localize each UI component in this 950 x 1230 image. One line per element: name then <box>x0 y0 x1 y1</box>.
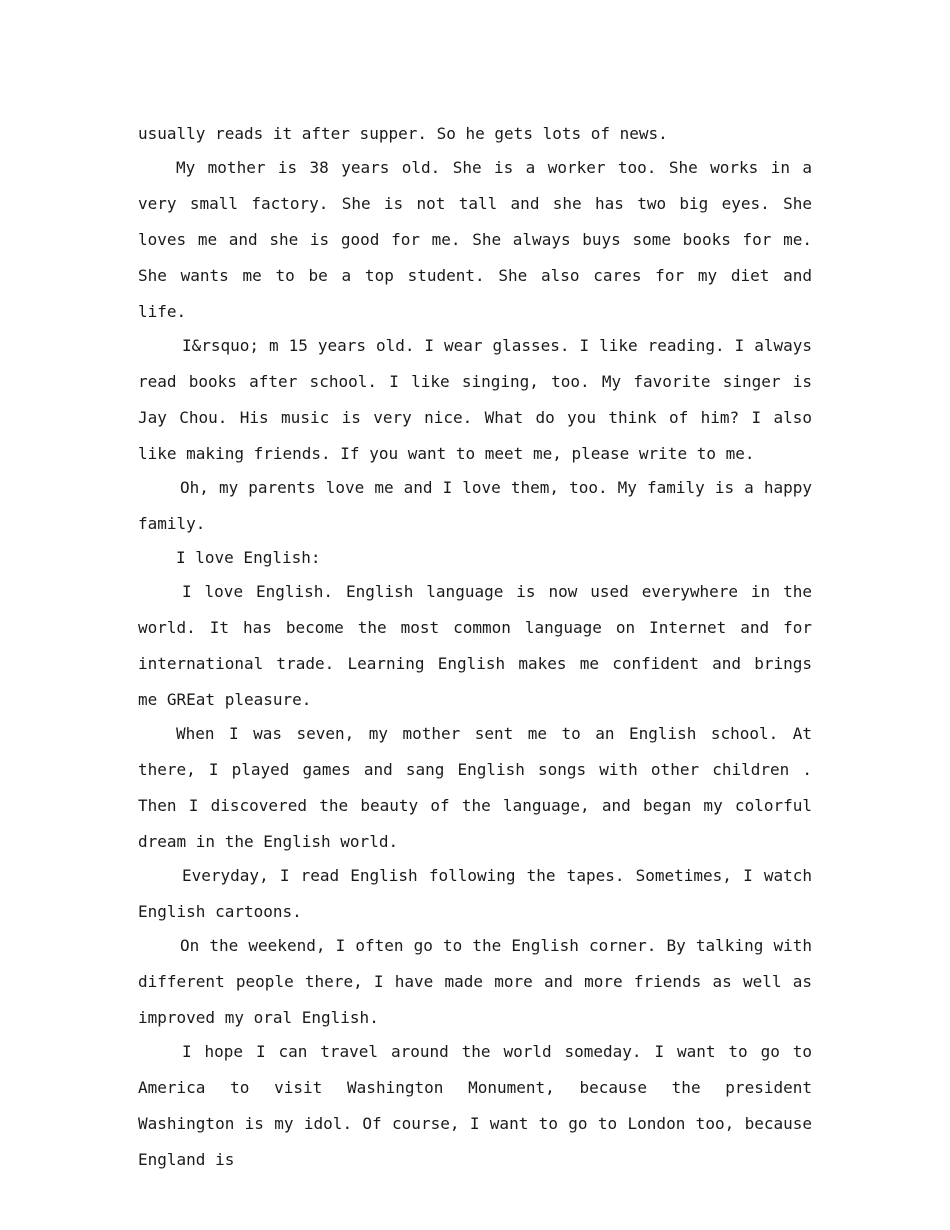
paragraph-english-intro: I love English. English language is now used everywhere in the world. It has become the most common language on Internet and for international trade. Learning English makes me confident and brings me GREat pleasure. <box>138 582 812 709</box>
paragraph-weekend: On the weekend, I often go to the English corner. By talking with different people there, I have made more and more friends as well as improved my oral English. <box>138 936 812 1027</box>
paragraph-family: Oh, my parents love me and I love them, too. My family is a happy family. <box>138 478 812 533</box>
paragraph-mother: My mother is 38 years old. She is a worker too. She works in a very small factory. She is not tall and she has two big eyes. She loves me and she is good for me. She always buys some books for me. She wants me to be a top student. She also cares for my diet and life. <box>138 158 812 321</box>
document-page <box>138 116 812 1178</box>
paragraph-travel: I hope I can travel around the world someday. I want to go to America to visit Washington Monument, because the president Washington is my idol. Of course, I want to go to London too, because England is <box>138 1042 812 1169</box>
paragraph-english-school: When I was seven, my mother sent me to an English school. At there, I played games and sang English songs with other children . Then I discovered the beauty of the language, and began my colorful dream in the English world. <box>138 724 812 851</box>
paragraph-continuation: usually reads it after supper. So he gets lots of news. <box>138 124 668 143</box>
section-heading-i-love-english: I love English: <box>176 548 321 567</box>
paragraph-self: I&rsquo; m 15 years old. I wear glasses. I like reading. I always read books after school. I like singing, too. My favorite singer is Jay Chou. His music is very nice. What do you think of him? I also like making friends. If you want to meet me, please write to me. <box>138 336 812 463</box>
paragraph-everyday: Everyday, I read English following the tapes. Sometimes, I watch English cartoons. <box>138 866 812 921</box>
